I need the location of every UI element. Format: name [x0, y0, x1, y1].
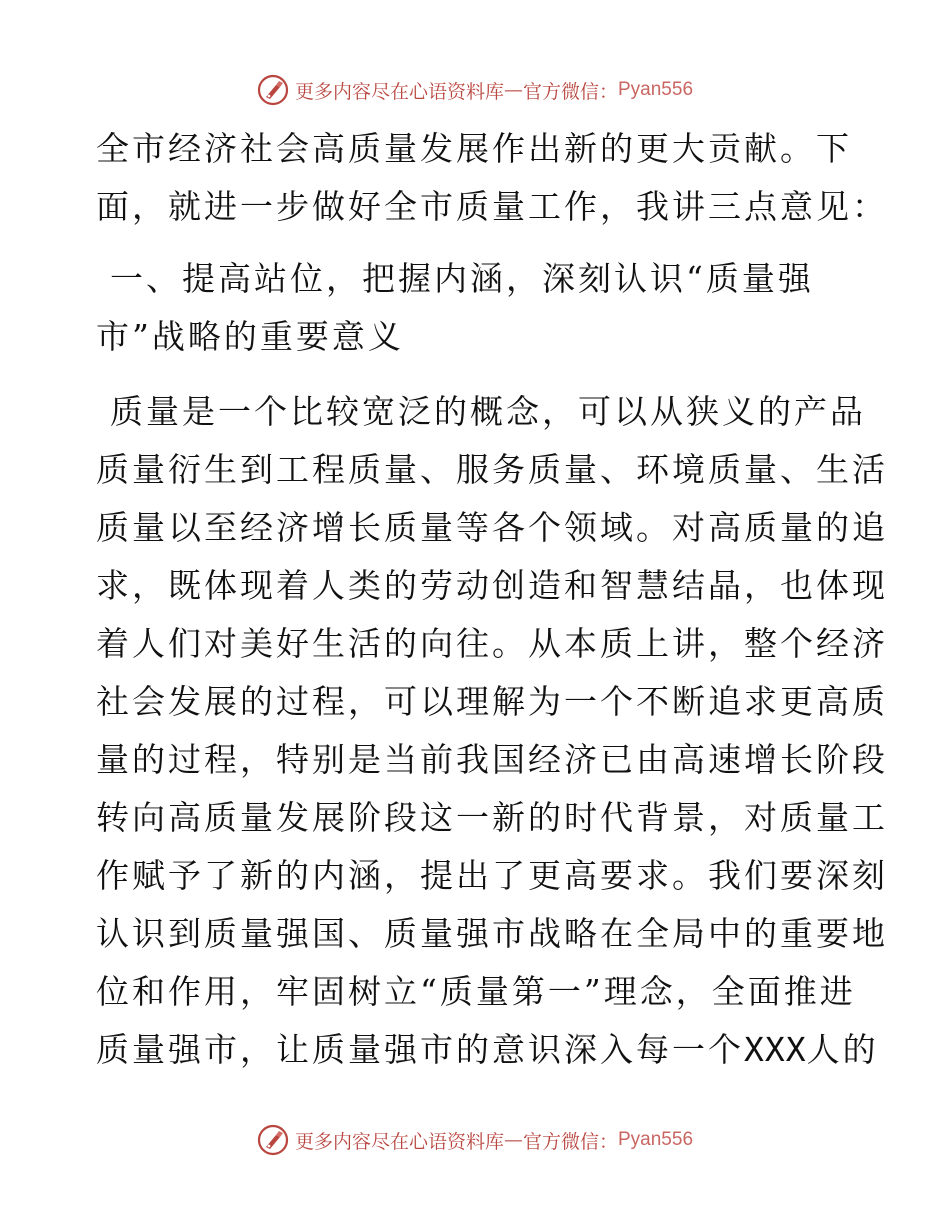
paragraph-line: 作赋予了新的内涵，提出了更高要求。我们要深刻 [96, 856, 888, 895]
section-heading [96, 250, 856, 366]
watermark-site: 更多内容尽在心语资料库 [294, 80, 504, 103]
watermark-site: 更多内容尽在心语资料库 [294, 1130, 504, 1153]
body-paragraph [96, 383, 888, 1079]
placeholder-code: XXX [744, 1030, 807, 1069]
footer-watermark [0, 1122, 950, 1158]
paragraph-line: 质量是一个比较宽泛的概念，可以从狭义的产品 [110, 392, 866, 431]
heading-line: 市”战略的重要意义 [96, 317, 404, 356]
intro-line: 面，就进一步做好全市质量工作，我讲三点意见： [96, 187, 888, 226]
heading-line: 一、提高站位，把握内涵，深刻认识“质量强 [110, 259, 814, 298]
watermark-account: Pyan556 [618, 1129, 694, 1150]
paragraph-line: 求，既体现着人类的劳动创造和智慧结晶，也体现 [96, 566, 888, 605]
paragraph-line: 质量以至经济增长质量等各个领域。对高质量的追 [96, 508, 888, 547]
paragraph-line: 认识到质量强国、质量强市战略在全局中的重要地 [96, 914, 888, 953]
header-watermark [0, 72, 950, 108]
paragraph-line: 社会发展的过程，可以理解为一个不断追求更高质 [96, 682, 888, 721]
last-line-suffix: 人的 [806, 1030, 879, 1069]
paragraph-last-line [96, 1021, 879, 1079]
paragraph-line: 量的过程，特别是当前我国经济已由高速增长阶段 [96, 740, 888, 779]
paragraph-line: 质量衍生到工程质量、服务质量、环境质量、生活 [96, 450, 888, 489]
last-line-prefix: 质量强市，让质量强市的意识深入每一个 [96, 1030, 744, 1069]
paragraph-line: 转向高质量发展阶段这一新的时代背景，对质量工 [96, 798, 888, 837]
intro-line: 全市经济社会高质量发展作出新的更大贡献。下 [96, 129, 852, 168]
watermark-label: 官方微信： [522, 80, 618, 103]
paragraph-line: 着人们对美好生活的向往。从本质上讲，整个经济 [96, 624, 888, 663]
watermark-separator: — [503, 79, 523, 101]
watermark-account: Pyan556 [618, 79, 694, 100]
pen-nib-logo-icon [257, 74, 289, 106]
watermark-separator: — [503, 1129, 523, 1151]
intro-text [96, 120, 888, 236]
watermark-label: 官方微信： [522, 1130, 618, 1153]
paragraph-line: 位和作用，牢固树立“质量第一”理念，全面推进 [96, 972, 856, 1011]
pen-nib-logo-icon [257, 1124, 289, 1156]
